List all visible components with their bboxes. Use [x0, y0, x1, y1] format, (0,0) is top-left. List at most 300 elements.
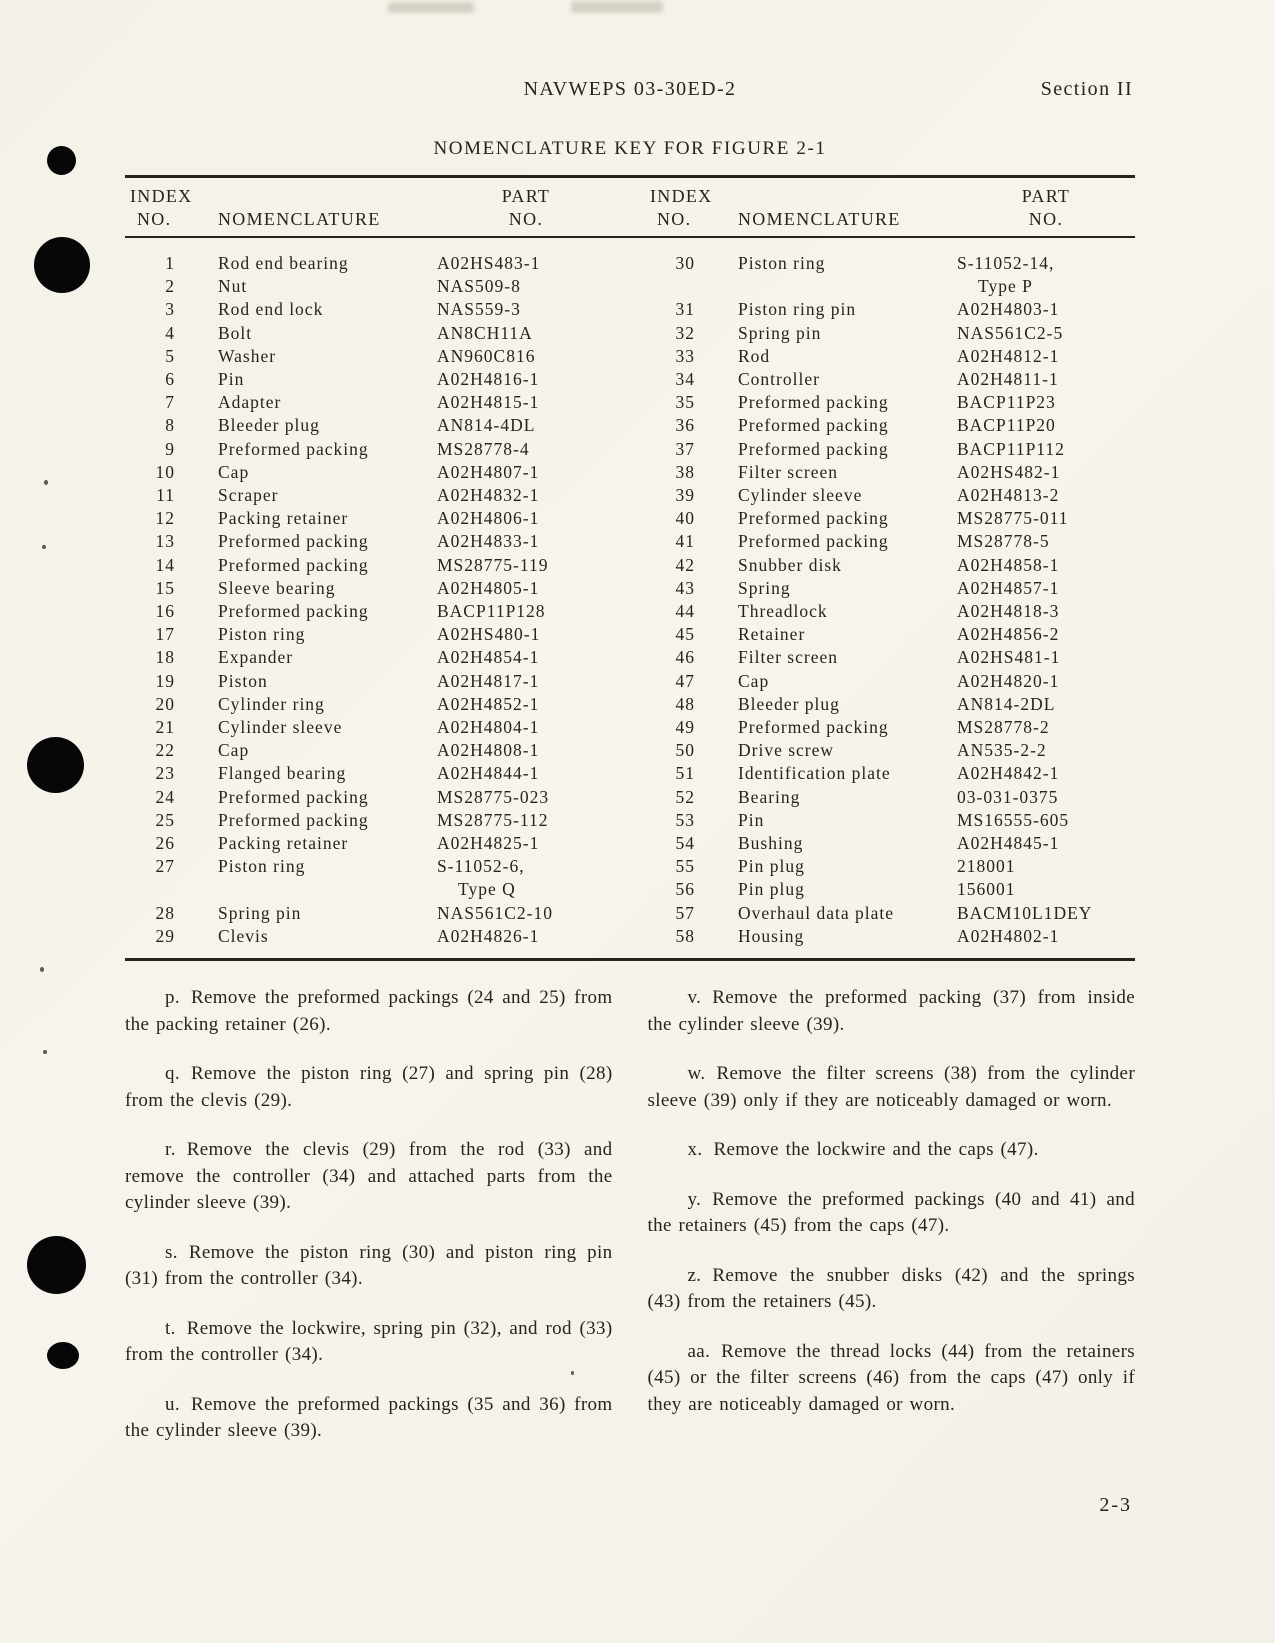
- table-cell-nomen: Spring pin: [738, 322, 822, 343]
- table-cell-part: A02H4812-1: [957, 345, 1060, 366]
- table-cell-part: A02H4825-1: [437, 833, 540, 854]
- column-header-part-no: NO.: [1028, 209, 1064, 229]
- table-cell-nomen: Piston ring: [218, 856, 306, 877]
- procedure-column-left: [125, 985, 613, 1468]
- table-cell-nomen: Preformed packing: [218, 809, 369, 830]
- table-cell-index: 44: [675, 601, 695, 622]
- table-cell-part: MS28778-4: [437, 438, 530, 459]
- table-cell-index: 13: [155, 531, 175, 552]
- table-cell-part: A02H4817-1: [437, 670, 540, 691]
- table-row: [645, 670, 1135, 693]
- table-cell-part: A02H4802-1: [957, 925, 1060, 946]
- table-cell-part: A02H4844-1: [437, 763, 540, 784]
- table-cell-part: A02H4803-1: [957, 299, 1060, 320]
- table-cell-part: NAS559-3: [437, 299, 521, 320]
- table-row: [125, 252, 615, 275]
- table-cell-part: NAS509-8: [437, 276, 521, 297]
- table-cell-part: AN960C816: [437, 345, 536, 366]
- table-cell-part: A02H4833-1: [437, 531, 540, 552]
- table-cell-part: Type P: [978, 276, 1033, 297]
- table-cell-part: A02HS482-1: [957, 461, 1061, 482]
- table-cell-index: 25: [155, 809, 175, 830]
- table-cell-part: A02H4852-1: [437, 693, 540, 714]
- table-cell-part: MS28775-112: [437, 809, 549, 830]
- table-row: [125, 577, 615, 600]
- table-cell-index: 35: [675, 392, 695, 413]
- table-row: [645, 275, 1135, 298]
- table-cell-index: 24: [155, 786, 175, 807]
- table-cell-index: 40: [675, 508, 695, 529]
- table-row: [645, 414, 1135, 437]
- table-cell-nomen: Preformed packing: [218, 531, 369, 552]
- table-cell-nomen: Overhaul data plate: [738, 902, 895, 923]
- table-cell-index: 42: [675, 554, 695, 575]
- table-body: [125, 238, 1135, 958]
- procedure-column-right: [648, 985, 1136, 1468]
- column-header-spacer: [218, 185, 437, 208]
- column-header-index-no: NO.: [657, 209, 692, 229]
- table-cell-index: 5: [165, 345, 175, 366]
- table-cell-index: 1: [165, 253, 175, 273]
- table-cell-part: S-11052-14,: [957, 253, 1055, 273]
- paragraph-label: y.: [687, 1188, 702, 1210]
- table-cell-index: 54: [675, 833, 695, 854]
- paragraph-text: Remove the lockwire and the caps (47).: [713, 1139, 1039, 1161]
- table-cell-nomen: Preformed packing: [738, 717, 889, 738]
- table-cell-nomen: Cap: [218, 740, 250, 761]
- table-cell-index: 51: [675, 763, 695, 784]
- table-cell-index: 21: [155, 717, 175, 738]
- table-cell-nomen: Drive screw: [738, 740, 835, 761]
- table-cell-index: 39: [675, 485, 695, 506]
- table-row: [125, 345, 615, 368]
- procedure-paragraph-y: [648, 1187, 1136, 1240]
- table-cell-nomen: Filter screen: [738, 461, 838, 482]
- table-cell-nomen: Identification plate: [738, 763, 891, 784]
- table-cell-nomen: Packing retainer: [218, 833, 349, 854]
- table-row: [645, 832, 1135, 855]
- table-cell-index: 36: [675, 415, 695, 436]
- paragraph-label: v.: [687, 987, 702, 1009]
- table-cell-nomen: Pin plug: [738, 856, 805, 877]
- table-cell-part: AN8CH11A: [437, 322, 533, 343]
- table-cell-part: A02H4818-3: [957, 601, 1060, 622]
- paragraph-text: Remove the preformed packings (40 and 41) and the retainers (45) from the caps (47).: [647, 1188, 1135, 1237]
- paragraph-text: Remove the lockwire, spring pin (32), and rod (33) from the controller (34).: [125, 1317, 613, 1366]
- table-cell-nomen: Bleeder plug: [218, 415, 320, 436]
- column-header-part-no: NO.: [508, 209, 544, 229]
- table-cell-nomen: Preformed packing: [738, 508, 889, 529]
- table-cell-part: BACP11P128: [437, 601, 546, 622]
- table-row: [125, 507, 615, 530]
- table-cell-index: 12: [155, 508, 175, 529]
- table-cell-index: 30: [675, 253, 695, 273]
- procedure-paragraph-x: [648, 1137, 1136, 1164]
- table-row: [645, 438, 1135, 461]
- paragraph-text: Remove the clevis (29) from the rod (33) and remove the controller (34) and attached parts from the cylinder sleeve (39).: [125, 1139, 613, 1214]
- table-cell-index: 8: [165, 415, 175, 436]
- table-cell-part: 156001: [957, 879, 1016, 900]
- page-content: [125, 0, 1135, 1643]
- binder-hole: [27, 737, 84, 793]
- table-cell-part: NAS561C2-5: [957, 322, 1064, 343]
- column-header-nomenclature: NOMENCLATURE: [218, 209, 381, 229]
- table-row: [125, 391, 615, 414]
- table-cell-index: 16: [155, 601, 175, 622]
- table-cell-part: NAS561C2-10: [437, 902, 554, 923]
- table-cell-part: 218001: [957, 856, 1016, 877]
- table-cell-index: 23: [155, 763, 175, 784]
- table-row: [645, 623, 1135, 646]
- table-cell-index: 29: [155, 925, 175, 946]
- table-row: [125, 298, 615, 321]
- table-row: [125, 554, 615, 577]
- table-cell-nomen: Piston ring: [218, 624, 306, 645]
- table-cell-index: 31: [675, 299, 695, 320]
- table-cell-index: 49: [675, 717, 695, 738]
- binder-hole: [27, 1236, 86, 1294]
- table-cell-nomen: Spring: [738, 577, 791, 598]
- table-header-right: [645, 185, 1135, 231]
- table-cell-index: 18: [155, 647, 175, 668]
- paragraph-label: x.: [687, 1139, 703, 1161]
- procedure-paragraph-t: [125, 1316, 613, 1369]
- table-cell-index: 58: [675, 925, 695, 946]
- paragraph-label: u.: [165, 1393, 180, 1415]
- paragraph-label: p.: [165, 987, 180, 1009]
- table-row: [645, 507, 1135, 530]
- table-row: [125, 855, 615, 878]
- table-cell-part: A02H4820-1: [957, 670, 1060, 691]
- table-cell-part: MS28775-011: [957, 508, 1069, 529]
- table-cell-nomen: Bearing: [738, 786, 801, 807]
- table-row: [125, 739, 615, 762]
- table-row: [125, 670, 615, 693]
- table-cell-nomen: Preformed packing: [218, 438, 369, 459]
- table-cell-part: MS28775-119: [437, 554, 549, 575]
- table-row: [125, 762, 615, 785]
- paragraph-label: q.: [165, 1063, 180, 1085]
- table-cell-part: A02H4813-2: [957, 485, 1060, 506]
- table-row: [125, 275, 615, 298]
- table-cell-index: 20: [155, 693, 175, 714]
- table-cell-nomen: Preformed packing: [738, 392, 889, 413]
- table-cell-part: A02HS480-1: [437, 624, 541, 645]
- table-cell-index: 43: [675, 577, 695, 598]
- table-cell-nomen: Spring pin: [218, 902, 302, 923]
- table-cell-index: 55: [675, 856, 695, 877]
- table-row: [125, 600, 615, 623]
- table-cell-part: A02HS481-1: [957, 647, 1061, 668]
- paragraph-label: w.: [687, 1063, 706, 1085]
- table-cell-nomen: Cylinder sleeve: [738, 485, 863, 506]
- procedure-paragraph-r: [125, 1137, 613, 1217]
- table-cell-part: A02H4804-1: [437, 717, 540, 738]
- table-row: [645, 391, 1135, 414]
- table-row: [645, 902, 1135, 925]
- table-body-left: [125, 252, 615, 948]
- paragraph-label: z.: [687, 1264, 702, 1286]
- table-cell-nomen: Filter screen: [738, 647, 838, 668]
- table-cell-nomen: Piston ring: [738, 253, 826, 273]
- procedure-paragraph-s: [125, 1240, 613, 1293]
- table-cell-nomen: Scraper: [218, 485, 279, 506]
- table-cell-index: 15: [155, 577, 175, 598]
- table-cell-part: A02H4845-1: [957, 833, 1060, 854]
- table-row: [645, 322, 1135, 345]
- table-cell-part: AN814-2DL: [957, 693, 1056, 714]
- table-cell-part: MS28778-5: [957, 531, 1050, 552]
- table-row: [125, 438, 615, 461]
- table-cell-nomen: Piston: [218, 670, 268, 691]
- table-row: [125, 786, 615, 809]
- paragraph-text: Remove the preformed packings (24 and 25) from the packing retainer (26).: [125, 987, 613, 1035]
- table-cell-index: 14: [155, 554, 175, 575]
- table-cell-part: A02H4808-1: [437, 740, 540, 761]
- table-cell-index: 7: [165, 392, 175, 413]
- procedure-paragraph-aa: [648, 1339, 1136, 1419]
- table-cell-part: A02H4857-1: [957, 577, 1060, 598]
- table-row: [645, 252, 1135, 275]
- paragraph-text: Remove the snubber disks (42) and the springs (43) from the retainers (45).: [647, 1264, 1135, 1313]
- table-row: [645, 809, 1135, 832]
- column-header-index: INDEX: [650, 186, 713, 206]
- scan-speck: [43, 1050, 47, 1054]
- table-cell-index: 50: [675, 740, 695, 761]
- paragraph-text: Remove the preformed packings (35 and 36) from the cylinder sleeve (39).: [125, 1393, 613, 1442]
- table-header: [125, 178, 1135, 236]
- table-cell-index: 56: [675, 879, 695, 900]
- table-cell-index: 19: [155, 670, 175, 691]
- table-cell-index: 45: [675, 624, 695, 645]
- table-cell-nomen: Pin: [218, 369, 245, 390]
- table-cell-index: 37: [675, 438, 695, 459]
- table-cell-part: A02H4807-1: [437, 461, 540, 482]
- page-title: NOMENCLATURE KEY FOR FIGURE 2-1: [433, 138, 827, 159]
- table-cell-nomen: Packing retainer: [218, 508, 349, 529]
- nomenclature-table: [125, 175, 1135, 961]
- table-row: [645, 762, 1135, 785]
- binder-hole: [47, 1342, 79, 1369]
- scan-speck: [44, 480, 48, 485]
- table-cell-index: 47: [675, 670, 695, 691]
- table-cell-nomen: Washer: [218, 345, 277, 366]
- table-cell-index: 32: [675, 322, 695, 343]
- column-header-part: PART: [501, 186, 551, 206]
- binder-hole: [34, 237, 90, 293]
- table-row: [645, 368, 1135, 391]
- table-cell-nomen: Pin plug: [738, 879, 805, 900]
- table-row: [125, 623, 615, 646]
- paragraph-label: aa.: [687, 1340, 711, 1362]
- table-cell-nomen: [218, 878, 437, 901]
- table-cell-nomen: Adapter: [218, 392, 282, 413]
- table-cell-nomen: Pin: [738, 809, 765, 830]
- table-cell-nomen: Retainer: [738, 624, 806, 645]
- table-cell-part: A02H4842-1: [957, 763, 1060, 784]
- table-cell-part: AN535-2-2: [957, 740, 1047, 761]
- table-row: [645, 554, 1135, 577]
- table-cell-nomen: Bleeder plug: [738, 693, 840, 714]
- table-cell-part: A02H4858-1: [957, 554, 1060, 575]
- table-cell-index: 28: [155, 902, 175, 923]
- table-cell-part: A02HS483-1: [437, 253, 541, 273]
- table-cell-nomen: Sleeve bearing: [218, 577, 336, 598]
- table-row: [125, 646, 615, 669]
- table-cell-nomen: Rod end bearing: [218, 253, 349, 273]
- table-cell-part: BACP11P23: [957, 392, 1056, 413]
- table-cell-index: 34: [675, 369, 695, 390]
- table-cell-part: A02H4826-1: [437, 925, 540, 946]
- procedure-paragraph-z: [648, 1263, 1136, 1316]
- table-cell-nomen: Expander: [218, 647, 294, 668]
- table-cell-index: 26: [155, 833, 175, 854]
- table-cell-nomen: Nut: [218, 276, 248, 297]
- table-cell-part: AN814-4DL: [437, 415, 536, 436]
- table-row: [125, 530, 615, 553]
- table-cell-index: 17: [155, 624, 175, 645]
- table-row: [645, 878, 1135, 901]
- table-row: [125, 925, 615, 948]
- table-cell-part: A02H4815-1: [437, 392, 540, 413]
- procedure-section: [125, 985, 1135, 1468]
- table-row: [125, 716, 615, 739]
- table-row: [125, 484, 615, 507]
- table-row: [125, 902, 615, 925]
- table-cell-index: 33: [675, 345, 695, 366]
- table-cell-index: 9: [165, 438, 175, 459]
- table-row: [645, 298, 1135, 321]
- paragraph-text: Remove the preformed packing (37) from inside the cylinder sleeve (39).: [647, 987, 1135, 1035]
- column-header-index: INDEX: [130, 186, 193, 206]
- table-cell-part: BACP11P112: [957, 438, 1065, 459]
- table-cell-part: MS16555-605: [957, 809, 1070, 830]
- procedure-paragraph-q: [125, 1061, 613, 1114]
- table-cell-nomen: [738, 275, 957, 298]
- table-cell-nomen: Threadlock: [738, 601, 828, 622]
- column-header-nomenclature: NOMENCLATURE: [738, 209, 901, 229]
- table-row: [125, 461, 615, 484]
- table-cell-part: 03-031-0375: [957, 786, 1059, 807]
- table-row: [125, 414, 615, 437]
- doc-number: NAVWEPS 03-30ED-2: [523, 78, 737, 100]
- table-cell-nomen: Preformed packing: [738, 415, 889, 436]
- table-row: [125, 368, 615, 391]
- table-row: [645, 739, 1135, 762]
- table-row: [125, 832, 615, 855]
- table-cell-nomen: Preformed packing: [218, 601, 369, 622]
- table-cell-nomen: Preformed packing: [218, 786, 369, 807]
- paragraph-label: s.: [165, 1241, 178, 1263]
- table-cell-part: BACM10L1DEY: [957, 902, 1093, 923]
- table-row: [645, 786, 1135, 809]
- paragraph-text: Remove the thread locks (44) from the retainers (45) or the filter screens (46) from the caps (47) only if they are noticeably damaged or worn.: [647, 1340, 1135, 1415]
- table-cell-index: 4: [165, 322, 175, 343]
- table-cell-nomen: Clevis: [218, 925, 269, 946]
- table-row: [645, 530, 1135, 553]
- table-cell-index: 48: [675, 693, 695, 714]
- table-row: [645, 484, 1135, 507]
- table-cell-index: 6: [165, 369, 175, 390]
- table-cell-nomen: Housing: [738, 925, 805, 946]
- table-row: [645, 693, 1135, 716]
- column-header-spacer: [738, 185, 957, 208]
- table-cell-nomen: Cylinder sleeve: [218, 717, 343, 738]
- table-row: [125, 693, 615, 716]
- column-header-part: PART: [1021, 186, 1071, 206]
- procedure-paragraph-p: [125, 985, 613, 1038]
- table-cell-nomen: Bushing: [738, 833, 804, 854]
- table-cell-index: 57: [675, 902, 695, 923]
- table-cell-nomen: Cap: [738, 670, 770, 691]
- table-cell-part: A02H4816-1: [437, 369, 540, 390]
- table-cell-index: 2: [165, 276, 175, 297]
- paragraph-text: Remove the piston ring (30) and piston ring pin (31) from the controller (34).: [125, 1241, 613, 1290]
- table-cell-index: 22: [155, 740, 175, 761]
- table-row: [125, 878, 615, 901]
- procedure-paragraph-v: [648, 985, 1136, 1038]
- procedure-paragraph-w: [648, 1061, 1136, 1114]
- table-cell-part: S-11052-6,: [437, 856, 525, 877]
- table-cell-index: 53: [675, 809, 695, 830]
- table-row: [645, 646, 1135, 669]
- table-cell-part: A02H4806-1: [437, 508, 540, 529]
- table-row: [645, 577, 1135, 600]
- table-header-left: [125, 185, 615, 231]
- table-cell-nomen: Piston ring pin: [738, 299, 857, 320]
- table-cell-part: MS28778-2: [957, 717, 1050, 738]
- paragraph-label: r.: [165, 1139, 176, 1161]
- table-cell-index: 46: [675, 647, 695, 668]
- table-cell-index: [125, 878, 218, 901]
- table-cell-index: 11: [156, 485, 175, 506]
- page-header: [125, 78, 1135, 102]
- scan-speck: [40, 967, 44, 972]
- table-cell-nomen: Preformed packing: [738, 438, 889, 459]
- table-cell-part: Type Q: [458, 879, 516, 900]
- table-cell-part: A02H4832-1: [437, 485, 540, 506]
- table-cell-part: A02H4854-1: [437, 647, 540, 668]
- paragraph-label: t.: [165, 1317, 176, 1339]
- scan-speck: [42, 545, 46, 549]
- table-cell-nomen: Bolt: [218, 322, 253, 343]
- table-cell-index: 41: [675, 531, 695, 552]
- table-cell-part: MS28775-023: [437, 786, 550, 807]
- table-cell-part: A02H4805-1: [437, 577, 540, 598]
- page-number: 2-3: [1099, 1494, 1132, 1516]
- table-row: [645, 855, 1135, 878]
- table-row: [645, 345, 1135, 368]
- table-cell-index: [645, 275, 738, 298]
- table-cell-nomen: Snubber disk: [738, 554, 842, 575]
- table-body-right: [645, 252, 1135, 948]
- table-cell-index: 10: [155, 461, 175, 482]
- section-label: Section II: [1040, 78, 1133, 100]
- table-cell-part: BACP11P20: [957, 415, 1056, 436]
- table-cell-index: 3: [165, 299, 175, 320]
- table-row: [125, 809, 615, 832]
- procedure-paragraph-u: [125, 1392, 613, 1445]
- table-row: [645, 600, 1135, 623]
- table-cell-index: 52: [675, 786, 695, 807]
- binder-hole: [47, 146, 76, 175]
- table-row: [645, 925, 1135, 948]
- column-header-index-no: NO.: [137, 209, 172, 229]
- table-cell-index: 38: [675, 461, 695, 482]
- table-cell-nomen: Preformed packing: [738, 531, 889, 552]
- table-cell-nomen: Flanged bearing: [218, 763, 347, 784]
- table-row: [125, 322, 615, 345]
